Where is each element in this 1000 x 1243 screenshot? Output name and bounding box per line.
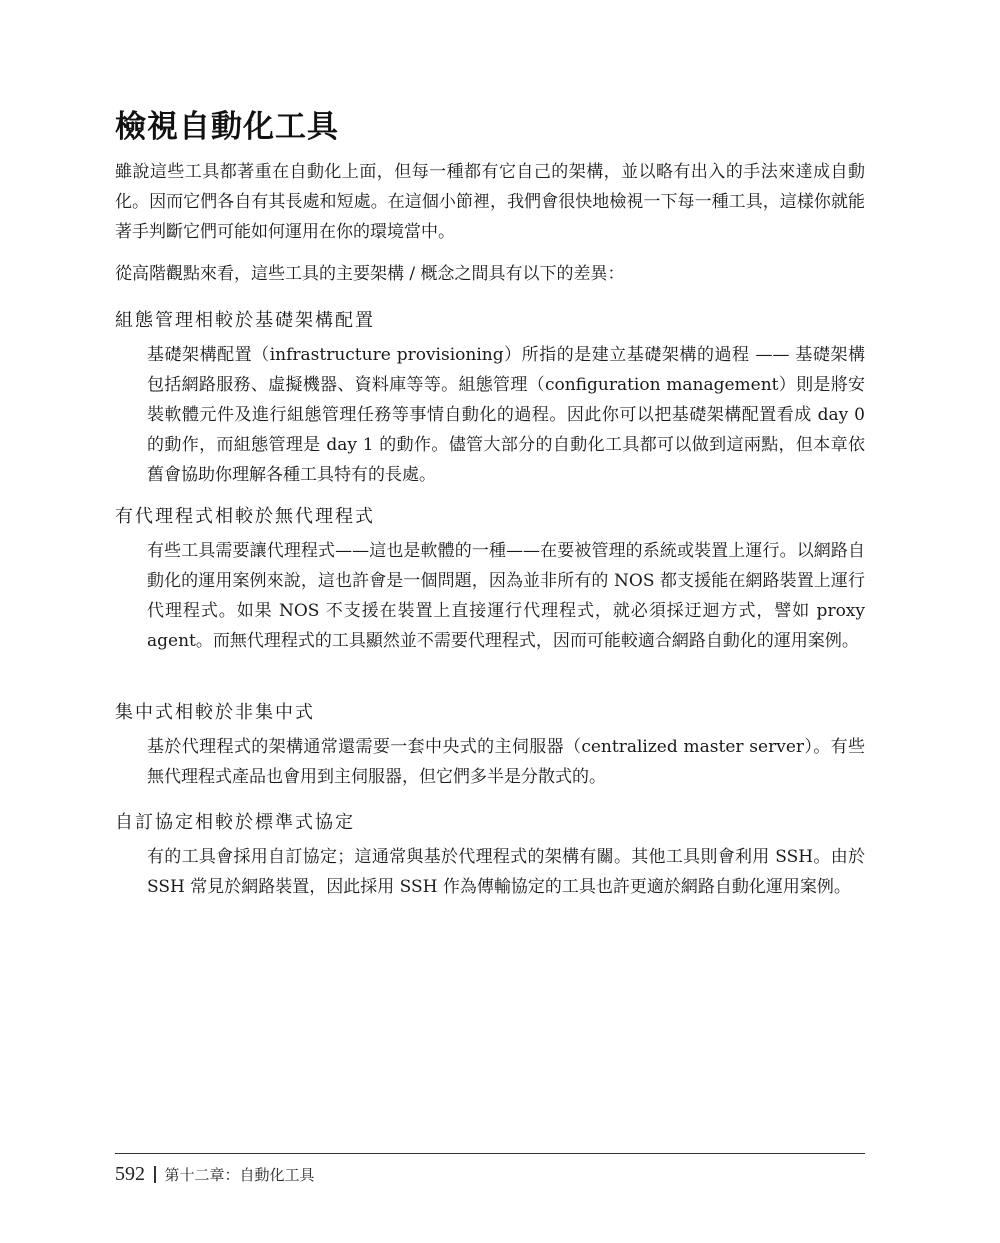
comparison-term: 組態管理相較於基礎架構配置 [115, 310, 375, 331]
comparison-definition: 基礎架構配置（infrastructure provisioning）所指的是建立基礎架構的過程 —— 基礎架構包括網路服務、虛擬機器、資料庫等等。組態管理（configuration management）則是將安裝軟體元件及進行組態管理任務等事情自動化的過程。因此你可以把基礎架構配置看成 day 0 的動作，而組態管理是 day 1 的動作。儘管大部分的自動化工具都可以做到這兩點，但本章依舊會協助你理解各種工具特有的長處。 [147, 345, 865, 485]
section-title: 檢視自動化工具 [115, 109, 339, 145]
footer-separator [154, 1166, 156, 1183]
lead-in-paragraph: 從高階觀點來看，這些工具的主要架構 / 概念之間具有以下的差異： [115, 264, 625, 284]
comparison-term: 集中式相較於非集中式 [115, 702, 315, 723]
comparison-definition: 基於代理程式的架構通常還需要一套中央式的主伺服器（centralized master server）。有些無代理程式產品也會用到主伺服器，但它們多半是分散式的。 [147, 737, 865, 787]
comparison-term: 有代理程式相較於無代理程式 [115, 506, 375, 527]
footer-divider [115, 1153, 865, 1154]
comparison-definition: 有些工具需要讓代理程式——這也是軟體的一種——在要被管理的系統或裝置上運行。以網路自動化的運用案例來說，這也許會是一個問題，因為並非所有的 NOS 都支援能在網路裝置上運行代理程式。如果 NOS 不支援在裝置上直接運行代理程式，就必須採迂迴方式，譬如 proxy agent。而無代理程式的工具顯然並不需要代理程式，因而可能較適合網路自動化的運用案例。 [147, 541, 865, 651]
comparison-definition: 有的工具會採用自訂協定；這通常與基於代理程式的架構有關。其他工具則會利用 SSH。由於 SSH 常見於網路裝置，因此採用 SSH 作為傳輸協定的工具也許更適於網路自動化運用案例。 [147, 847, 865, 897]
page-footer [115, 1160, 315, 1188]
intro-paragraph: 雖說這些工具都著重在自動化上面，但每一種都有它自己的架構，並以略有出入的手法來達成自動化。因而它們各自有其長處和短處。在這個小節裡，我們會很快地檢視一下每一種工具，這樣你就能著手判斷它們可能如何運用在你的環境當中。 [115, 162, 865, 242]
page-number: 592 [115, 1162, 145, 1185]
chapter-title: 第十二章：自動化工具 [164, 1165, 315, 1184]
comparison-term: 自訂協定相較於標準式協定 [115, 812, 355, 833]
